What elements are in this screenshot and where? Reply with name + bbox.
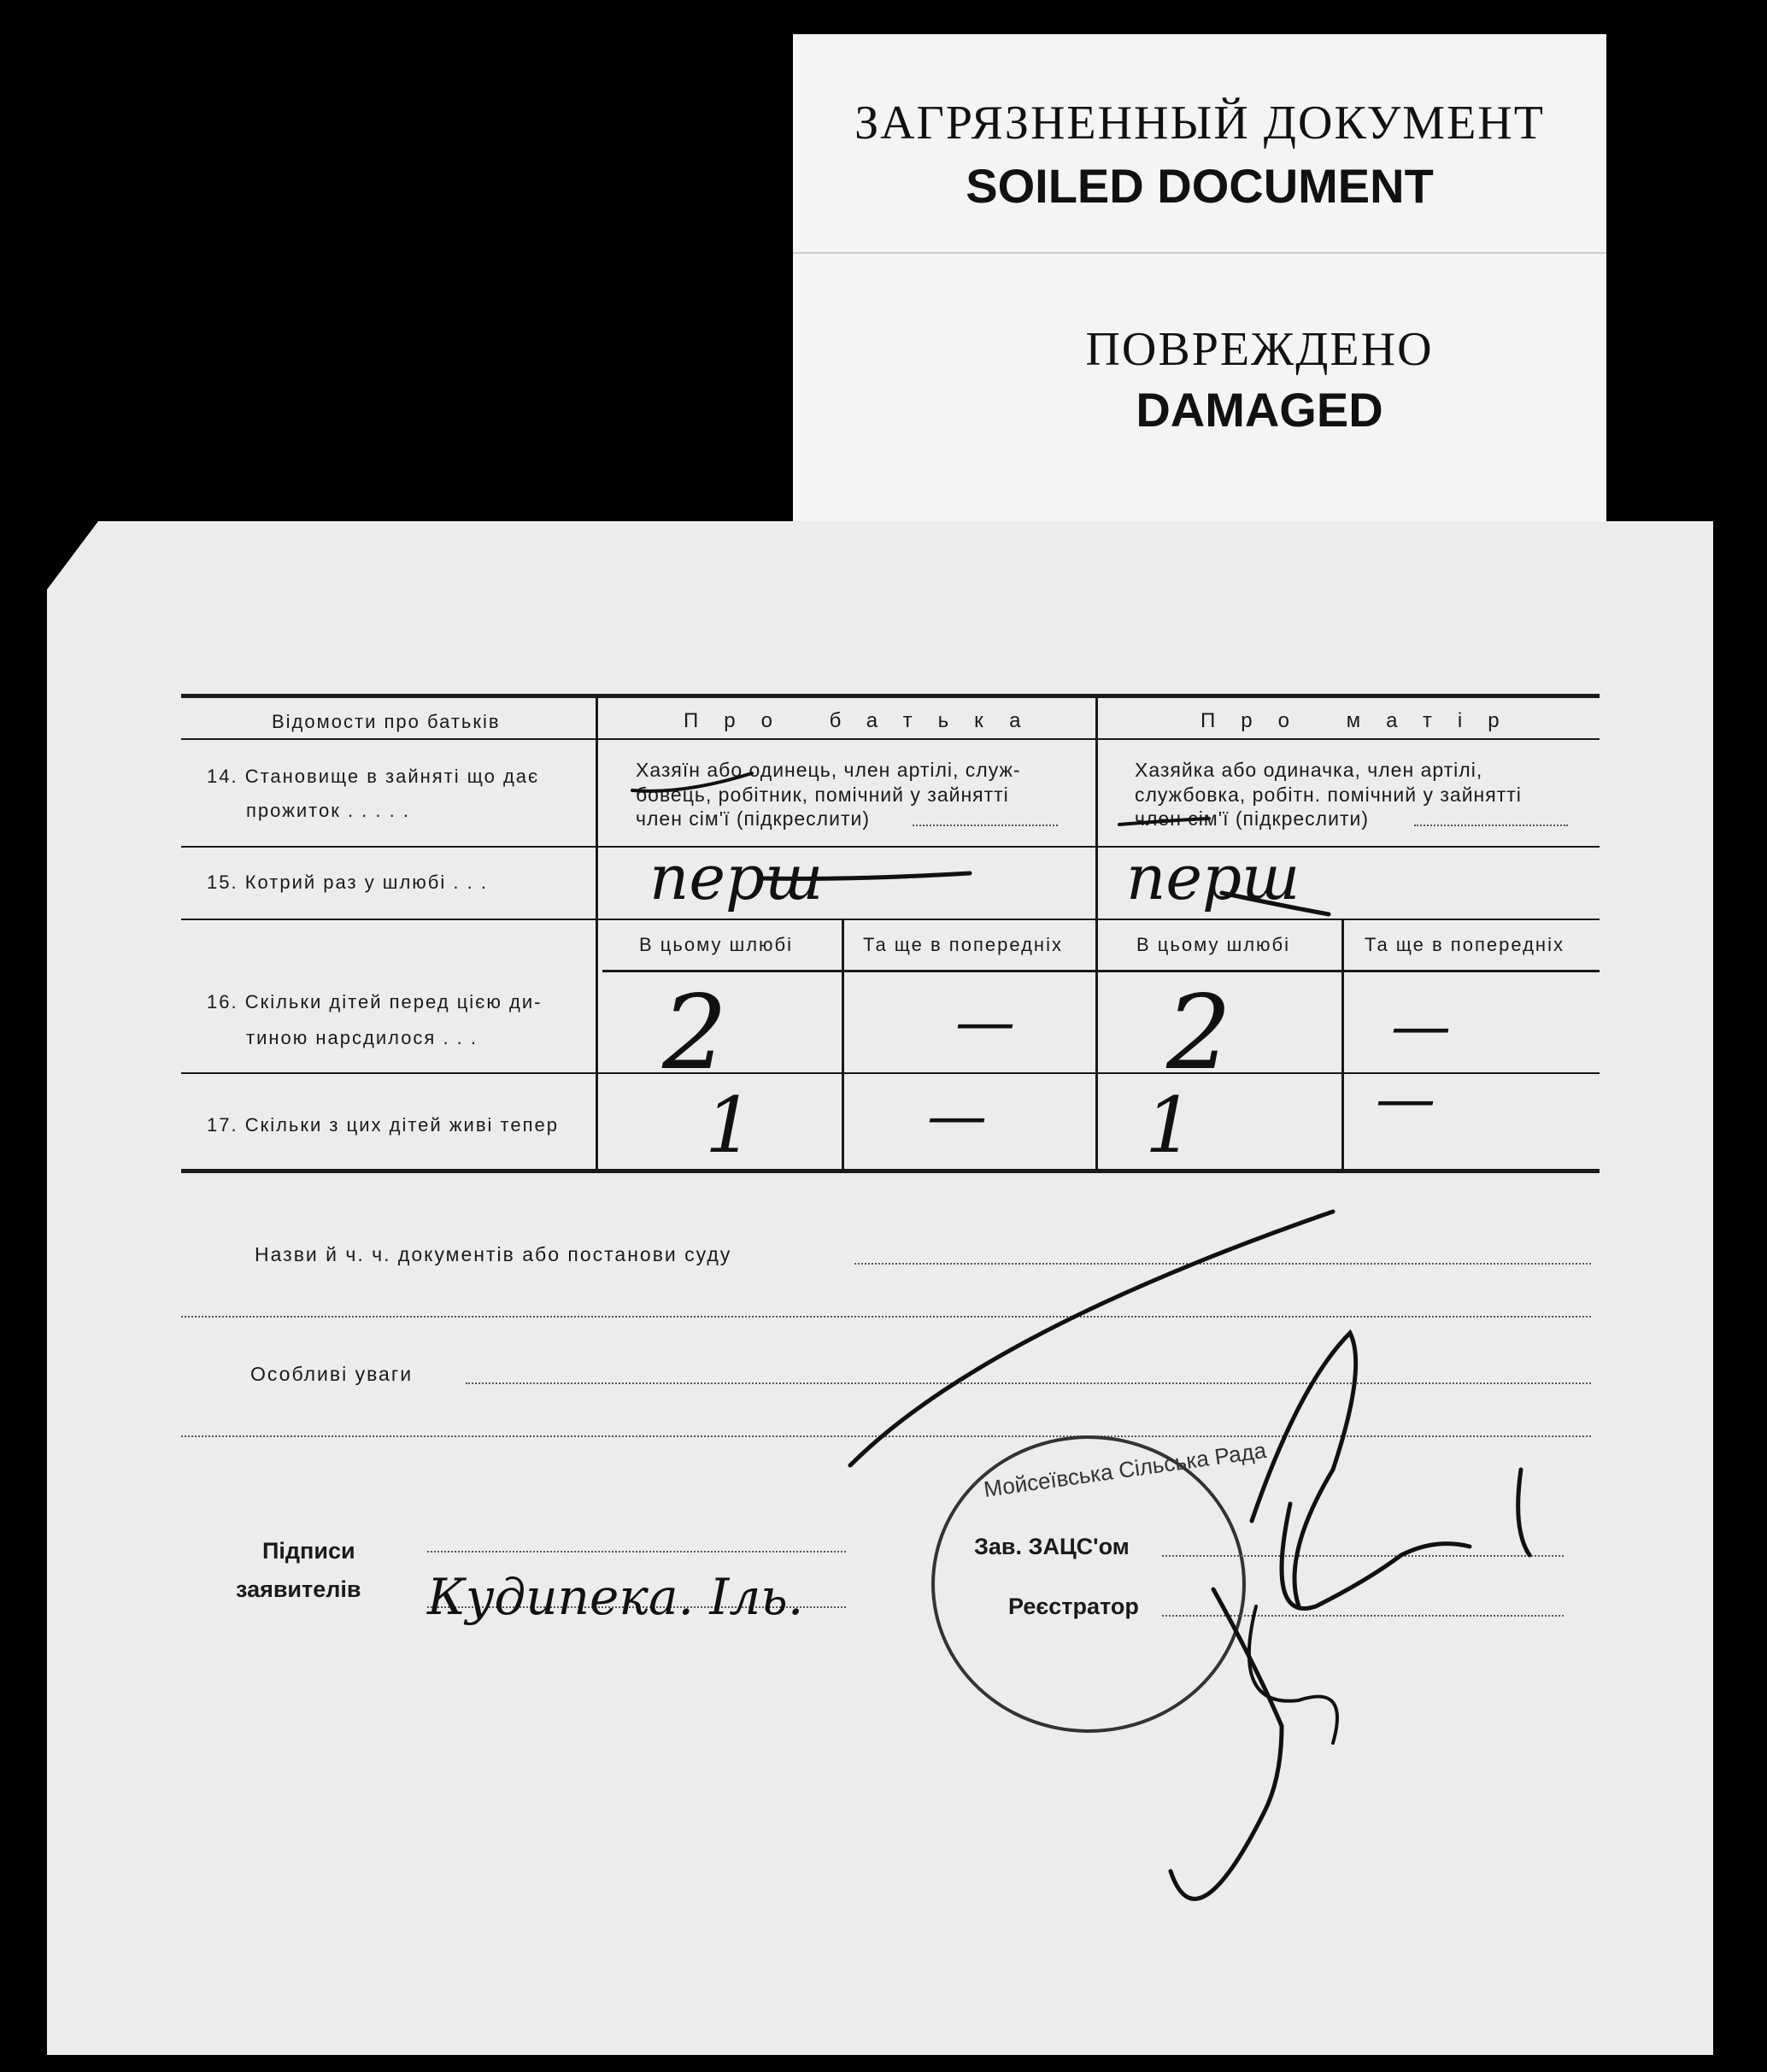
row17-father-this: 1	[705, 1081, 754, 1171]
row14-mother-line1: Хазяйка або одиначка, член артілі,	[1135, 759, 1483, 781]
row17-mother-previous: —	[1376, 1064, 1435, 1134]
damaged-label-en: DAMAGED	[1136, 383, 1383, 437]
row14-father-line1: Хазяїн або одинець, член артілі, служ-	[636, 759, 1021, 781]
subheader-father-this-marriage: В цьому шлюбі	[639, 934, 794, 955]
signatures-label-1: Підписи	[262, 1538, 355, 1564]
subheader-mother-this-marriage: В цьому шлюбі	[1136, 934, 1291, 955]
row16-mother-this: 2	[1166, 974, 1232, 1093]
documents-label: Назви й ч. ч. документів або постанови суду	[255, 1243, 732, 1265]
header-about-mother: Про матір	[1201, 709, 1525, 732]
soiled-label-en: SOILED DOCUMENT	[966, 159, 1434, 213]
row17-mother-this: 1	[1145, 1081, 1195, 1171]
stamp-text: Мойсеївська Сільська Рада	[982, 1436, 1268, 1503]
row15-father-value: перш	[649, 842, 824, 913]
row14-mother-line2: службовка, робітн. помічний у зайнятті	[1135, 784, 1522, 806]
signatures-label-2: заявителів	[236, 1576, 361, 1602]
row16-father-this: 2	[662, 974, 728, 1093]
row16-label-line2: тиною нарсдилося . . .	[246, 1027, 478, 1048]
row17-label: 17. Скільки з цих дітей живі тепер	[207, 1114, 559, 1136]
soiled-label-ru: ЗАГРЯЗНЕННЫЙ ДОКУМЕНТ	[854, 97, 1545, 150]
row14-father-line3: член сім'ї (підкреслити)	[636, 807, 870, 830]
damaged-label-ru: ПОВРЕЖДЕНО	[1085, 323, 1434, 376]
zags-label: Зав. ЗАЦС'ом	[974, 1534, 1130, 1559]
applicant-signature: Кудипека. Іль.	[427, 1568, 804, 1626]
remarks-label: Особливі уваги	[250, 1363, 414, 1385]
row15-mother-value: перш	[1126, 842, 1300, 913]
row14-label-line1: 14. Становище в зайняті що дає	[207, 766, 540, 787]
row14-label-line2: прожиток . . . . .	[246, 800, 410, 821]
subheader-father-previous: Та ще в попередніх	[863, 934, 1063, 955]
row16-father-previous: —	[955, 987, 1015, 1057]
row14-father-line2: бовець, робітник, помічний у зайнятті	[636, 784, 1009, 806]
header-about-father: Про батька	[684, 709, 1047, 732]
row16-label-line1: 16. Скільки дітей перед цією ди-	[207, 991, 543, 1013]
row16-mother-previous: —	[1391, 991, 1451, 1061]
row14-mother-line3: член сім'ї (підкреслити)	[1135, 807, 1369, 830]
registrar-label: Реєстратор	[1008, 1594, 1139, 1619]
header-parents-info: Відомости про батьків	[272, 711, 501, 732]
row15-label: 15. Котрий раз у шлюбі . . .	[207, 872, 488, 893]
subheader-mother-previous: Та ще в попередніх	[1365, 934, 1564, 955]
row17-father-previous: —	[927, 1081, 987, 1151]
